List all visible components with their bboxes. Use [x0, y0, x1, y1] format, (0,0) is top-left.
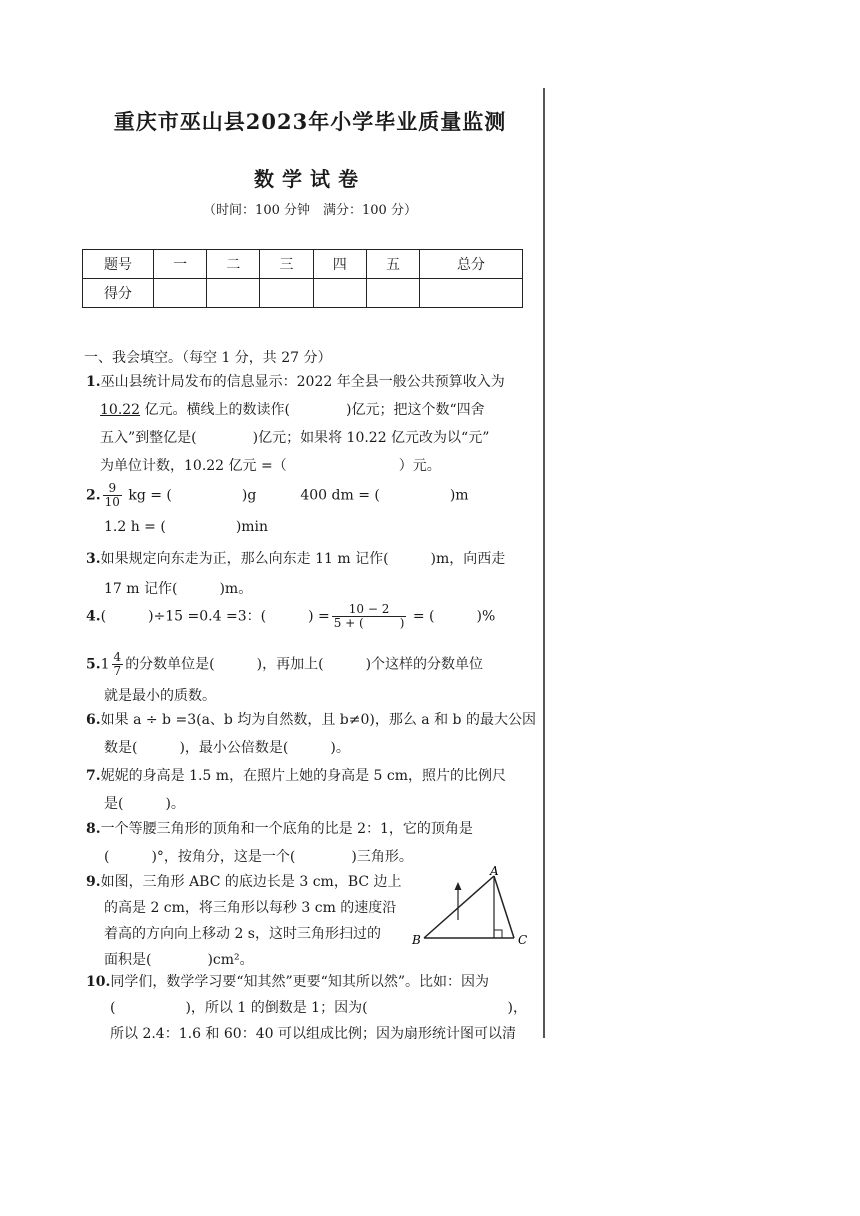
binding-line	[543, 88, 545, 1038]
upward-arrow-head	[455, 882, 462, 890]
exam-meta: （时间：100 分钟 满分：100 分）	[203, 203, 417, 218]
score-cell[interactable]	[154, 279, 207, 308]
question-text: ( )，所以 1 的倒数是 1；因为( )，	[110, 1000, 528, 1016]
question-number: 6.	[86, 712, 101, 728]
fraction	[112, 651, 124, 678]
question-text: 400 dm = ( )m	[300, 487, 469, 504]
score-cell[interactable]	[260, 279, 313, 308]
question-text: = ( )%	[408, 608, 496, 625]
question-text: 妮妮的身高是 1.5 m，在照片上她的身高是 5 cm，照片的比例尺	[100, 768, 506, 784]
fraction-denominator: 7	[113, 664, 122, 678]
vertex-label-a: A	[490, 866, 499, 878]
question-text: 的分数单位是( )，再加上( )个这样的分数单位	[125, 656, 484, 673]
fraction	[103, 482, 122, 509]
score-row-label: 得分	[83, 279, 154, 308]
question-1	[86, 370, 505, 478]
question-text: 就是最小的质数。	[104, 688, 216, 704]
underlined-number: 10.22	[100, 402, 141, 418]
question-8	[86, 817, 473, 869]
question-text: 同学们，数学学习要“知其然”更要“知其所以然”。比如：因为	[110, 974, 489, 990]
score-cell[interactable]	[420, 279, 523, 308]
triangle-side-ac	[494, 876, 514, 938]
triangle-figure	[410, 866, 540, 950]
question-4	[86, 603, 495, 630]
question-text: 1.2 h = ( )min	[104, 519, 269, 535]
score-cell[interactable]	[366, 279, 419, 308]
score-header-cell: 总分	[420, 250, 523, 279]
question-text: 的高是 2 cm，将三角形以每秒 3 cm 的速度沿	[104, 900, 397, 916]
question-text: 如果规定向东走为正，那么向东走 11 m 记作( )m，向西走	[100, 551, 506, 567]
vertex-label-c: C	[518, 933, 528, 947]
fraction-denominator: 5 + ( )	[333, 616, 405, 630]
question-text: 数是( )，最小公倍数是( )。	[104, 740, 350, 756]
question-number: 4.	[86, 608, 101, 625]
question-number: 9.	[86, 874, 101, 890]
question-text: 17 m 记作( )m。	[104, 581, 253, 597]
score-table-score-row	[83, 279, 523, 308]
exam-title: 重庆市巫山县2023年小学毕业质量监测	[113, 109, 507, 134]
question-number: 2.	[86, 487, 101, 504]
score-header-cell: 题号	[83, 250, 154, 279]
question-text: 是( )。	[104, 796, 185, 812]
score-header-cell: 五	[366, 250, 419, 279]
question-text: 亿元。横线上的数读作( )亿元；把这个数“四舍	[140, 402, 485, 418]
question-text: kg = ( )g	[123, 487, 257, 504]
question-text: 着高的方向向上移动 2 s，这时三角形扫过的	[104, 926, 381, 942]
question-5	[86, 651, 483, 708]
question-number: 10.	[86, 974, 111, 990]
score-header-cell: 四	[313, 250, 366, 279]
section-heading: 一、我会填空。（每空 1 分，共 27 分）	[84, 350, 332, 366]
right-angle-mark	[494, 930, 502, 938]
score-cell[interactable]	[207, 279, 260, 308]
question-number: 1.	[86, 374, 101, 390]
question-6	[86, 708, 536, 760]
question-9	[86, 870, 402, 972]
question-number: 7.	[86, 768, 101, 784]
question-text: 如果 a ÷ b =3(a、b 均为自然数，且 b≠0)，那么 a 和 b 的最大公因	[100, 712, 536, 728]
question-number: 8.	[86, 821, 101, 837]
question-text: 一个等腰三角形的顶角和一个底角的比是 2：1，它的顶角是	[100, 821, 473, 837]
fraction-numerator: 9	[103, 482, 122, 496]
question-number: 3.	[86, 551, 101, 567]
fraction	[332, 603, 407, 630]
mixed-number-whole: 1	[100, 656, 110, 673]
question-text: ( )°，按角分，这是一个( )三角形。	[104, 849, 413, 865]
exam-subtitle: 数学试卷	[254, 167, 366, 191]
question-10	[86, 970, 527, 1046]
fraction-numerator: 10 − 2	[332, 603, 407, 617]
question-3	[86, 547, 505, 601]
question-text: 巫山县统计局发布的信息显示：2022 年全县一般公共预算收入为	[100, 374, 505, 390]
score-table-header-row	[83, 250, 523, 279]
question-2	[86, 482, 469, 539]
question-text: 所以 2.4：1.6 和 60：40 可以组成比例；因为扇形统计图可以清	[110, 1026, 516, 1042]
question-text: ( )÷15 =0.4 =3：( ) =	[100, 608, 330, 625]
fraction-numerator: 4	[113, 650, 122, 664]
score-table	[82, 249, 523, 308]
question-number: 5.	[86, 656, 101, 673]
score-header-cell: 二	[207, 250, 260, 279]
question-text: 五入”到整亿是( )亿元；如果将 10.22 亿元改为以“元”	[100, 430, 490, 446]
question-text: 面积是( )cm²。	[104, 952, 254, 968]
fraction-denominator: 10	[104, 495, 120, 509]
question-text: 为单位计数，10.22 亿元 =（ ）元。	[100, 458, 441, 474]
question-7	[86, 764, 506, 816]
question-text: 如图，三角形 ABC 的底边长是 3 cm，BC 边上	[100, 874, 402, 890]
score-header-cell: 三	[260, 250, 313, 279]
vertex-label-b: B	[412, 933, 421, 947]
score-header-cell: 一	[154, 250, 207, 279]
score-cell[interactable]	[313, 279, 366, 308]
